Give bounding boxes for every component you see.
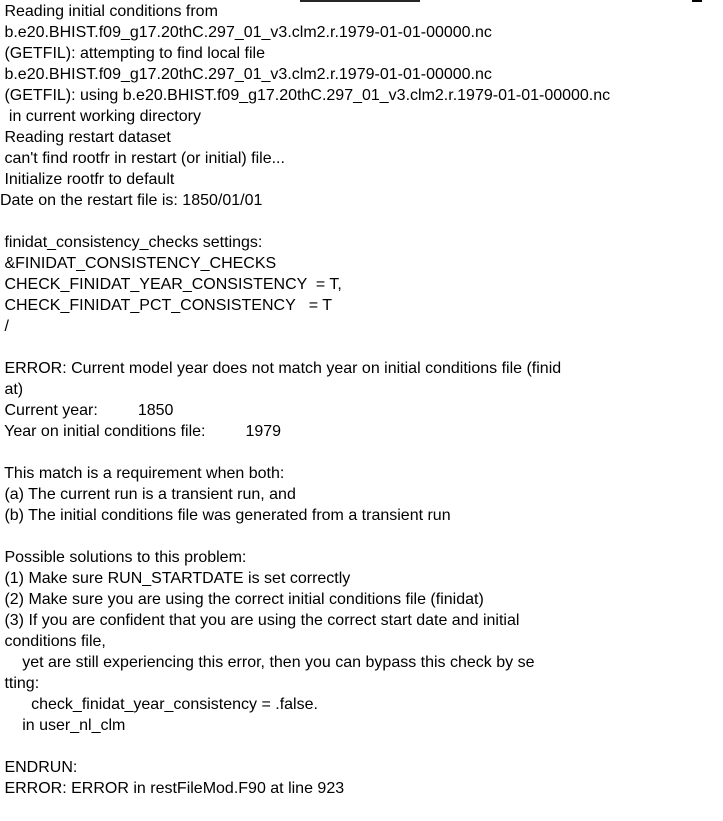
- log-line: /: [0, 318, 9, 335]
- log-line: (a) The current run is a transient run, and: [0, 486, 296, 503]
- log-line: Date on the restart file is: 1850/01/01: [0, 192, 263, 209]
- log-line: Reading initial conditions from: [0, 3, 218, 20]
- log-line: (GETFIL): using b.e20.BHIST.f09_g17.20thC.297_01_v3.clm2.r.1979-01-01-00000.nc: [0, 87, 611, 104]
- log-line: This match is a requirement when both:: [0, 465, 285, 482]
- log-line: ERROR: Current model year does not match year on initial conditions file (finid: [0, 360, 562, 377]
- log-line: b.e20.BHIST.f09_g17.20thC.297_01_v3.clm2.r.1979-01-01-00000.nc: [0, 24, 492, 41]
- log-line: Initialize rootfr to default: [0, 171, 175, 188]
- log-line: Reading restart dataset: [0, 129, 171, 146]
- log-line: at): [0, 381, 24, 398]
- log-line: [0, 442, 723, 463]
- console-log-output: [0, 1, 723, 799]
- log-line: tting:: [0, 675, 40, 692]
- log-line: yet are still experiencing this error, then you can bypass this check by se: [0, 654, 535, 671]
- log-line: finidat_consistency_checks settings:: [0, 234, 263, 251]
- log-line: (b) The initial conditions file was generated from a transient run: [0, 507, 451, 524]
- log-line: can't find rootfr in restart (or initial) file...: [0, 150, 285, 167]
- log-line: conditions file,: [0, 633, 106, 650]
- log-line: CHECK_FINIDAT_PCT_CONSISTENCY = T: [0, 297, 333, 314]
- log-line: (2) Make sure you are using the correct initial conditions file (finidat): [0, 591, 484, 608]
- log-line: (GETFIL): attempting to find local file: [0, 45, 265, 62]
- log-line: b.e20.BHIST.f09_g17.20thC.297_01_v3.clm2.r.1979-01-01-00000.nc: [0, 66, 492, 83]
- log-line: (1) Make sure RUN_STARTDATE is set correctly: [0, 570, 351, 587]
- log-line: Possible solutions to this problem:: [0, 549, 247, 566]
- log-line: [0, 526, 723, 547]
- log-line: in current working directory: [0, 108, 201, 125]
- log-line: CHECK_FINIDAT_YEAR_CONSISTENCY = T,: [0, 276, 342, 293]
- log-line: check_finidat_year_consistency = .false.: [0, 696, 318, 713]
- log-line: &FINIDAT_CONSISTENCY_CHECKS: [0, 255, 277, 272]
- log-line: [0, 337, 723, 358]
- log-line: [0, 736, 723, 757]
- log-line: ERROR: ERROR in restFileMod.F90 at line 923: [0, 780, 345, 797]
- log-line: [0, 211, 723, 232]
- log-line: (3) If you are confident that you are using the correct start date and initial: [0, 612, 520, 629]
- log-line: Current year: 1850: [0, 402, 174, 419]
- log-line: in user_nl_clm: [0, 717, 126, 734]
- log-line: ENDRUN:: [0, 759, 78, 776]
- log-line: Year on initial conditions file: 1979: [0, 423, 282, 440]
